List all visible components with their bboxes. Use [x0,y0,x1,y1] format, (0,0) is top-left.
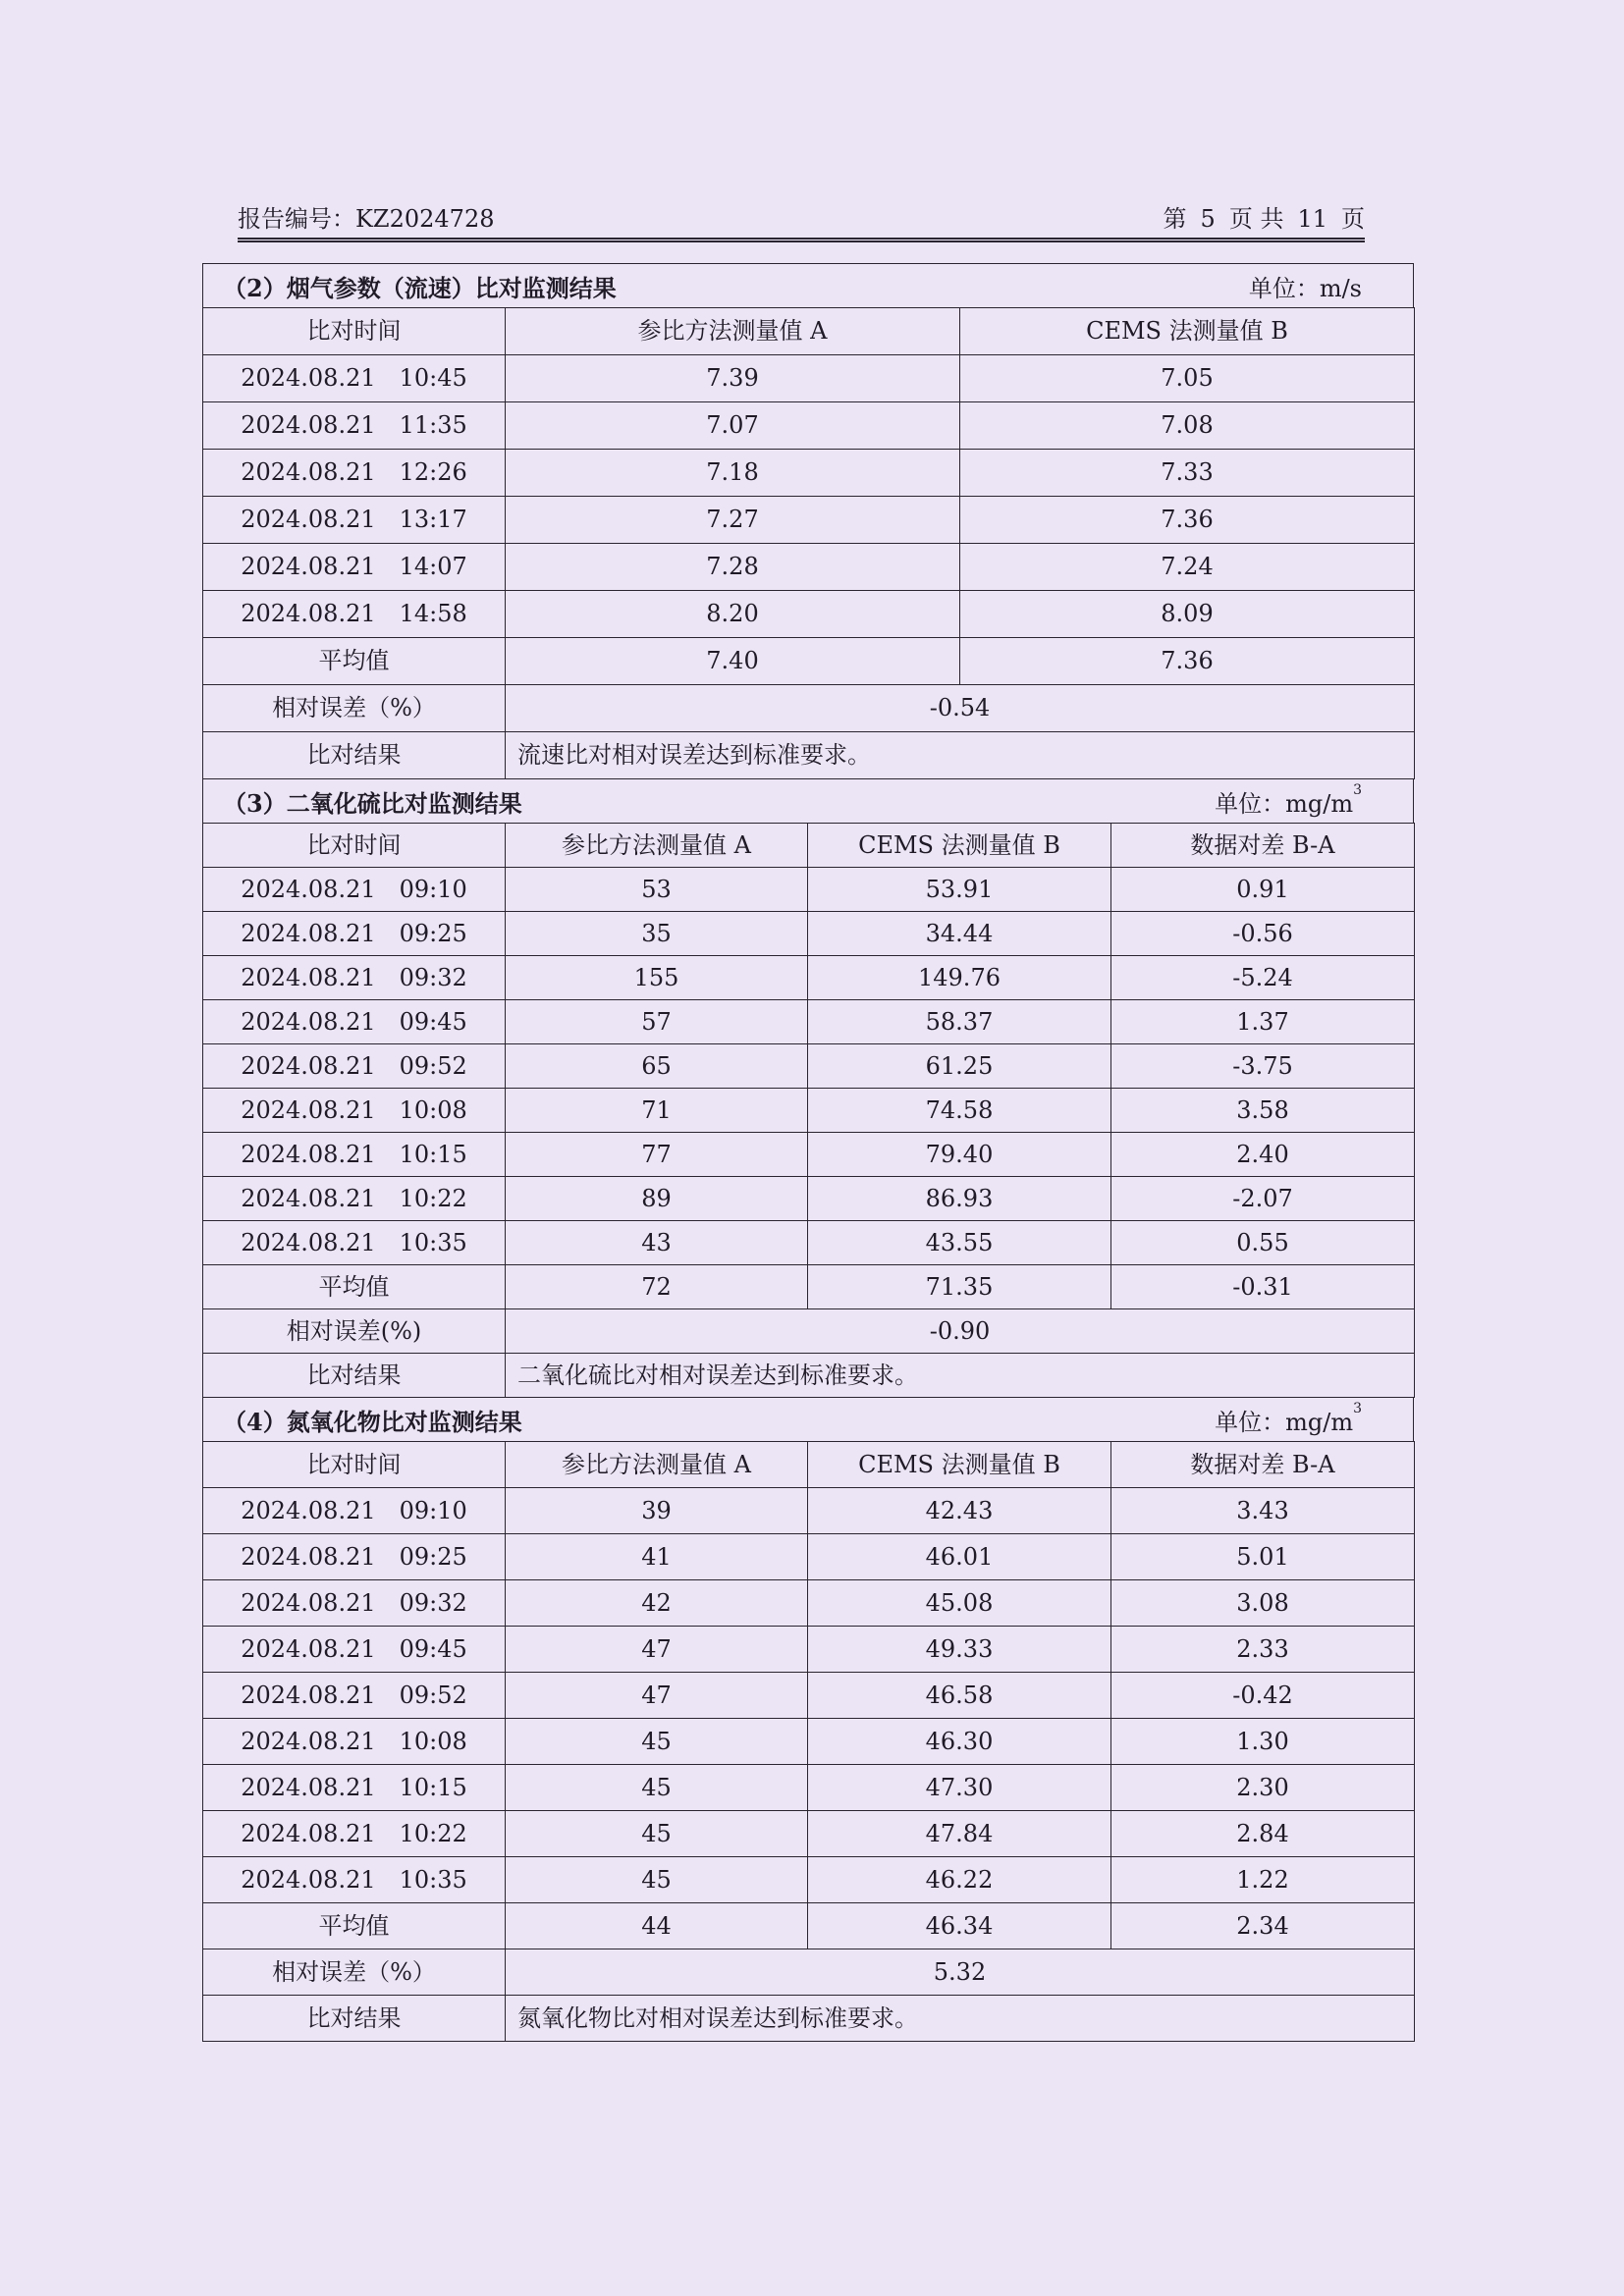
average-label: 平均值 [203,1265,506,1309]
time-cell: 2024.08.21 09:10 [203,1488,506,1534]
so2-data-row [203,1089,1415,1133]
value-cell: -5.24 [1111,956,1415,1000]
value-cell: 2.30 [1111,1765,1415,1811]
value-cell: 7.33 [960,450,1415,497]
so2-table [202,823,1415,1398]
flow-data-row [203,450,1415,497]
result-text: 流速比对相对误差达到标准要求。 [506,732,1415,779]
time-cell: 2024.08.21 10:22 [203,1177,506,1221]
value-cell: 8.09 [960,591,1415,638]
page-indicator [1150,199,1365,234]
flow-average-row [203,638,1415,685]
time-cell: 2024.08.21 09:32 [203,956,506,1000]
time-cell: 2024.08.21 10:35 [203,1221,506,1265]
flow-unit: 单位：m/s [1248,274,1362,302]
nox-data-row [203,1719,1415,1765]
report-sheet [202,263,1414,2042]
flow-data-row [203,402,1415,450]
time-cell: 2024.08.21 14:07 [203,544,506,591]
value-cell: -0.56 [1111,912,1415,956]
nox-table [202,1441,1415,2042]
average-b: 7.36 [960,638,1415,685]
average-a: 72 [506,1265,808,1309]
col-header: 数据对差 B-A [1111,1442,1415,1488]
value-cell: 57 [506,1000,808,1044]
time-cell: 2024.08.21 10:45 [203,355,506,402]
so2-data-row [203,1133,1415,1177]
so2-header-row [203,824,1415,868]
value-cell: 45 [506,1811,808,1857]
flow-data-row [203,591,1415,638]
average-label: 平均值 [203,1903,506,1949]
nox-data-row [203,1811,1415,1857]
time-cell: 2024.08.21 10:08 [203,1719,506,1765]
nox-data-row [203,1673,1415,1719]
value-cell: 7.24 [960,544,1415,591]
time-cell: 2024.08.21 09:45 [203,1000,506,1044]
value-cell: 77 [506,1133,808,1177]
value-cell: 74.58 [808,1089,1111,1133]
value-cell: 47 [506,1627,808,1673]
col-header: 数据对差 B-A [1111,824,1415,868]
value-cell: -0.42 [1111,1673,1415,1719]
value-cell: 47.30 [808,1765,1111,1811]
value-cell: 3.58 [1111,1089,1415,1133]
page-suffix: 页 [1341,205,1365,233]
relative-error-label: 相对误差（%） [203,685,506,732]
time-cell: 2024.08.21 13:17 [203,497,506,544]
time-cell: 2024.08.21 10:15 [203,1765,506,1811]
col-header: 参比方法测量值 A [506,308,960,355]
col-header: CEMS 法测量值 B [960,308,1415,355]
nox-data-row [203,1765,1415,1811]
time-cell: 2024.08.21 10:15 [203,1133,506,1177]
value-cell: 46.58 [808,1673,1111,1719]
value-cell: 2.33 [1111,1627,1415,1673]
flow-data-row [203,544,1415,591]
result-label: 比对结果 [203,732,506,779]
so2-data-row [203,1044,1415,1089]
average-b: 71.35 [808,1265,1111,1309]
time-cell: 2024.08.21 10:35 [203,1857,506,1903]
so2-average-row [203,1265,1415,1309]
nox-data-row [203,1857,1415,1903]
value-cell: -3.75 [1111,1044,1415,1089]
average-diff: -0.31 [1111,1265,1415,1309]
nox-section-header [202,1398,1414,1441]
flow-result-row [203,732,1415,779]
page-mid: 页 共 [1228,205,1284,233]
value-cell: 149.76 [808,956,1111,1000]
so2-data-row [203,956,1415,1000]
value-cell: 7.27 [506,497,960,544]
flow-data-row [203,355,1415,402]
page-total: 11 [1297,205,1327,233]
value-cell: 0.55 [1111,1221,1415,1265]
so2-relative-error-row [203,1309,1415,1354]
so2-section-header [202,779,1414,823]
relative-error-value: 5.32 [506,1949,1415,1996]
page-header [238,196,1365,242]
so2-data-row [203,1221,1415,1265]
value-cell: 7.18 [506,450,960,497]
average-diff: 2.34 [1111,1903,1415,1949]
value-cell: -2.07 [1111,1177,1415,1221]
col-header: CEMS 法测量值 B [808,824,1111,868]
value-cell: 1.22 [1111,1857,1415,1903]
value-cell: 46.01 [808,1534,1111,1580]
flow-data-row [203,497,1415,544]
time-cell: 2024.08.21 09:45 [203,1627,506,1673]
value-cell: 45 [506,1765,808,1811]
nox-data-row [203,1627,1415,1673]
time-cell: 2024.08.21 09:25 [203,912,506,956]
nox-unit: 单位：$mg/m^3$ [1215,1400,1362,1436]
nox-relative-error-row [203,1949,1415,1996]
value-cell: 34.44 [808,912,1111,956]
result-text: 氮氧化物比对相对误差达到标准要求。 [506,1996,1415,2042]
value-cell: 3.43 [1111,1488,1415,1534]
result-label: 比对结果 [203,1354,506,1398]
value-cell: 53.91 [808,868,1111,912]
time-cell: 2024.08.21 12:26 [203,450,506,497]
value-cell: 86.93 [808,1177,1111,1221]
value-cell: 1.30 [1111,1719,1415,1765]
nox-data-row [203,1580,1415,1627]
page-prefix: 第 [1163,205,1187,233]
time-cell: 2024.08.21 10:22 [203,1811,506,1857]
time-cell: 2024.08.21 14:58 [203,591,506,638]
value-cell: 45.08 [808,1580,1111,1627]
value-cell: 7.36 [960,497,1415,544]
flow-section-header [202,263,1414,307]
flow-header-row [203,308,1415,355]
value-cell: 41 [506,1534,808,1580]
result-label: 比对结果 [203,1996,506,2042]
value-cell: 47.84 [808,1811,1111,1857]
col-header: 比对时间 [203,1442,506,1488]
average-a: 7.40 [506,638,960,685]
time-cell: 2024.08.21 10:08 [203,1089,506,1133]
col-header: 参比方法测量值 A [506,1442,808,1488]
value-cell: 7.07 [506,402,960,450]
value-cell: 79.40 [808,1133,1111,1177]
so2-unit: 单位：$mg/m^3$ [1215,781,1362,818]
value-cell: 45 [506,1719,808,1765]
relative-error-label: 相对误差（%） [203,1949,506,1996]
value-cell: 7.05 [960,355,1415,402]
so2-result-row [203,1354,1415,1398]
value-cell: 2.84 [1111,1811,1415,1857]
so2-data-row [203,868,1415,912]
time-cell: 2024.08.21 09:32 [203,1580,506,1627]
value-cell: 39 [506,1488,808,1534]
average-b: 46.34 [808,1903,1111,1949]
page-current: 5 [1200,205,1216,233]
value-cell: 71 [506,1089,808,1133]
col-header: 参比方法测量值 A [506,824,808,868]
so2-data-row [203,912,1415,956]
value-cell: 43 [506,1221,808,1265]
value-cell: 58.37 [808,1000,1111,1044]
so2-data-row [203,1000,1415,1044]
value-cell: 35 [506,912,808,956]
value-cell: 7.28 [506,544,960,591]
value-cell: 53 [506,868,808,912]
value-cell: 61.25 [808,1044,1111,1089]
report-number: 报告编号：KZ2024728 [238,205,495,233]
value-cell: 5.01 [1111,1534,1415,1580]
relative-error-label: 相对误差(%) [203,1309,506,1354]
flow-section-title: （2）烟气参数（流速）比对监测结果 [223,273,617,302]
value-cell: 8.20 [506,591,960,638]
value-cell: 155 [506,956,808,1000]
nox-data-row [203,1488,1415,1534]
value-cell: 7.08 [960,402,1415,450]
value-cell: 42 [506,1580,808,1627]
value-cell: 46.22 [808,1857,1111,1903]
time-cell: 2024.08.21 09:10 [203,868,506,912]
value-cell: 43.55 [808,1221,1111,1265]
relative-error-value: -0.90 [506,1309,1415,1354]
so2-data-row [203,1177,1415,1221]
value-cell: 42.43 [808,1488,1111,1534]
flow-relative-error-row [203,685,1415,732]
so2-section-title: （3）二氧化硫比对监测结果 [223,788,522,818]
time-cell: 2024.08.21 11:35 [203,402,506,450]
time-cell: 2024.08.21 09:52 [203,1044,506,1089]
value-cell: 65 [506,1044,808,1089]
nox-average-row [203,1903,1415,1949]
col-header: 比对时间 [203,308,506,355]
value-cell: 47 [506,1673,808,1719]
value-cell: 0.91 [1111,868,1415,912]
time-cell: 2024.08.21 09:52 [203,1673,506,1719]
value-cell: 45 [506,1857,808,1903]
col-header: 比对时间 [203,824,506,868]
flow-table [202,307,1415,779]
nox-section-title: （4）氮氧化物比对监测结果 [223,1407,522,1436]
nox-result-row [203,1996,1415,2042]
value-cell: 3.08 [1111,1580,1415,1627]
time-cell: 2024.08.21 09:25 [203,1534,506,1580]
value-cell: 2.40 [1111,1133,1415,1177]
value-cell: 89 [506,1177,808,1221]
result-text: 二氧化硫比对相对误差达到标准要求。 [506,1354,1415,1398]
nox-data-row [203,1534,1415,1580]
value-cell: 46.30 [808,1719,1111,1765]
nox-header-row [203,1442,1415,1488]
average-a: 44 [506,1903,808,1949]
value-cell: 7.39 [506,355,960,402]
value-cell: 49.33 [808,1627,1111,1673]
col-header: CEMS 法测量值 B [808,1442,1111,1488]
value-cell: 1.37 [1111,1000,1415,1044]
relative-error-value: -0.54 [506,685,1415,732]
average-label: 平均值 [203,638,506,685]
